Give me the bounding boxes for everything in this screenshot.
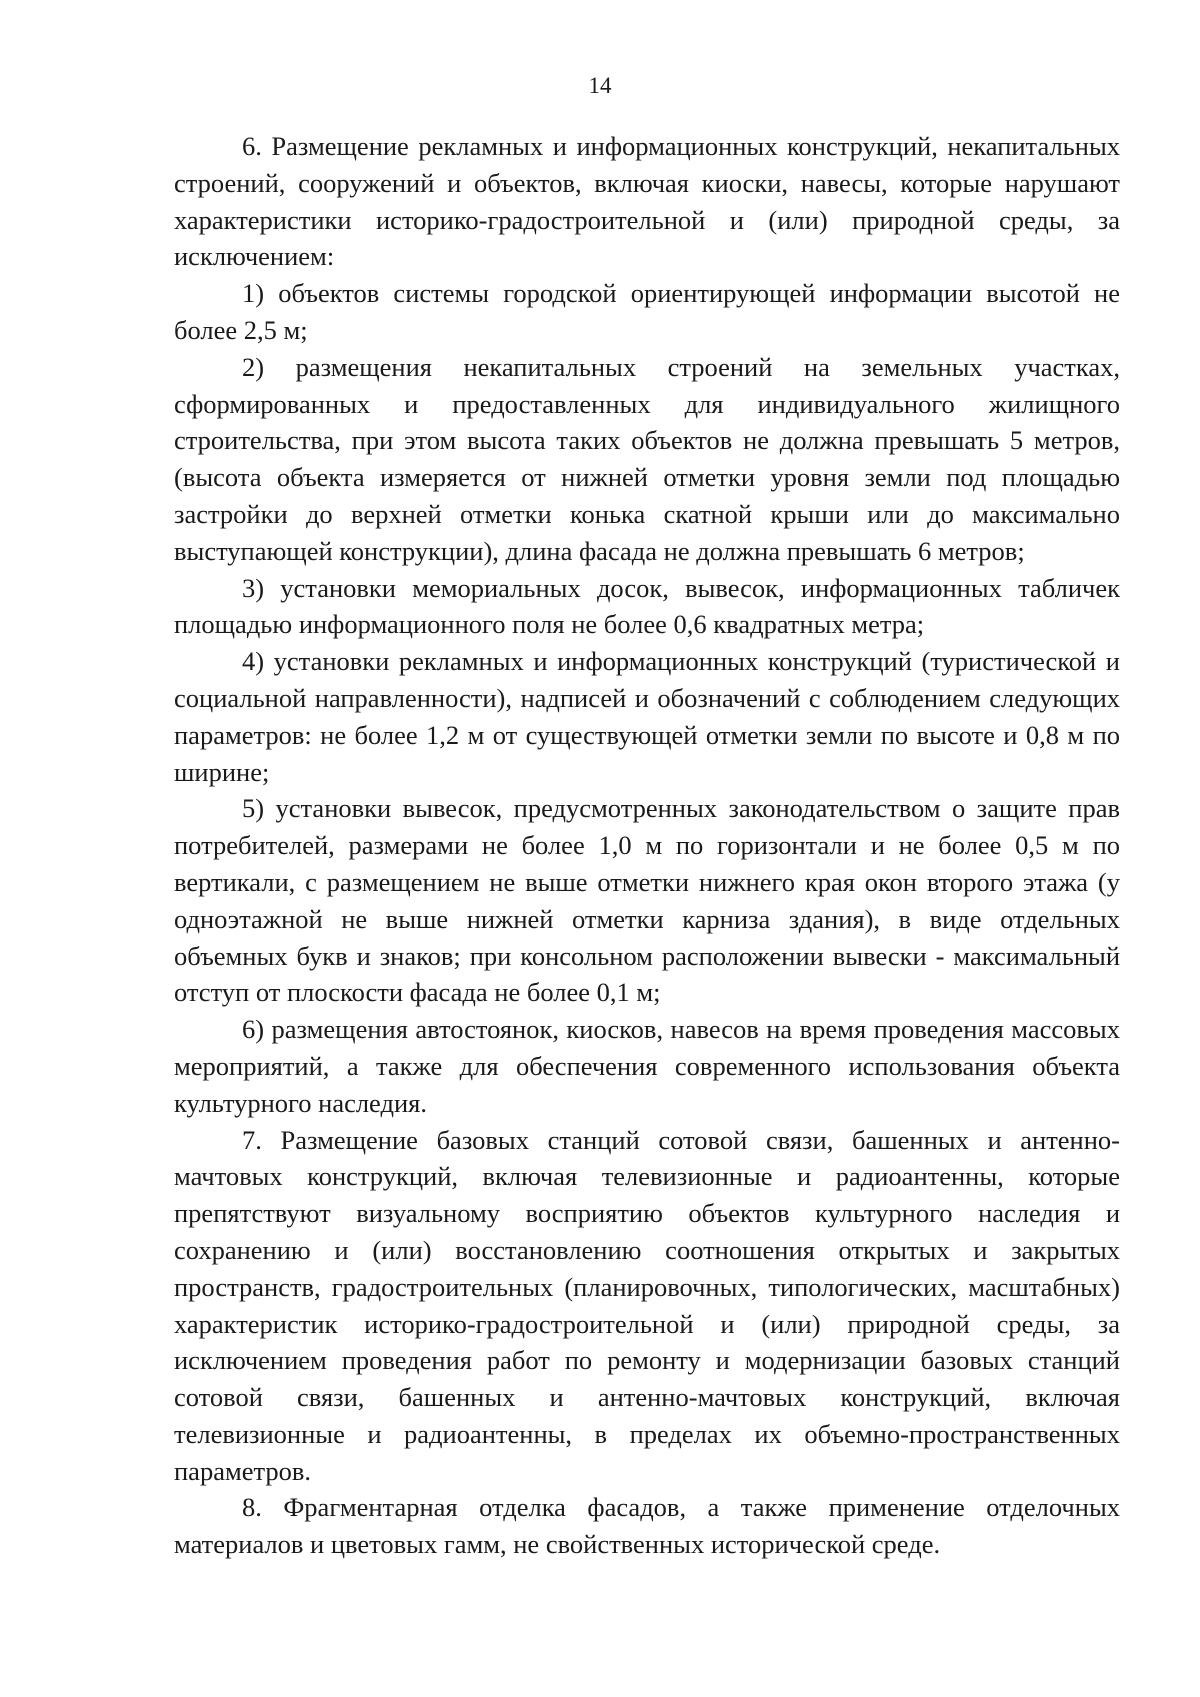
paragraph-subitem-4: 4) установки рекламных и информационных конструкций (туристической и социальной направленности), надписей и обозначений с соблюдением следующих параметров: не более 1,2 м от существующей отметки земли по высоте и 0,8 м по ширине; [174, 646, 1120, 787]
paragraph-item-7: 7. Размещение базовых станций сотовой связи, башенных и антенно-мачтовых конструкций, включая телевизионные и радиоантенны, которые препятствуют визуальному восприятию объектов культурного наследия и сохранению и (или) восстановлению соотношения открытых и закрытых пространств, градостроительных (планировочных, типологических, масштабных) характеристик историко-градостроительной и (или) природной среды, за исключением проведения работ по ремонту и модернизации базовых станций сотовой связи, башенных и антенно-мачтовых конструкций, включая телевизионные и радиоантенны, в пределах их объемно-пространственных параметров. [174, 1124, 1120, 1486]
paragraph-item-8: 8. Фрагментарная отделка фасадов, а также применение отделочных материалов и цветовых гамм, не свойственных исторической среде. [174, 1492, 1120, 1560]
paragraph-subitem-2: 2) размещения некапитальных строений на земельных участках, сформированных и предоставленных для индивидуального жилищного строительства, при этом высота таких объектов не должна превышать 5 метров, (высота объекта измеряется от нижней отметки уровня земли под площадью застройки до верхней отметки конька скатной крыши или до максимально выступающей конструкции), длина фасада не должна превышать 6 метров; [174, 351, 1120, 566]
paragraph-item-6: 6. Размещение рекламных и информационных конструкций, некапитальных строений, сооружений и объектов, включая киоски, навесы, которые нарушают характеристики историко-градостроительной и (или) природной среды, за исключением: [174, 131, 1120, 272]
document-body [174, 128, 1120, 1563]
paragraph-subitem-6: 6) размещения автостоянок, киосков, навесов на время проведения массовых мероприятий, а также для обеспечения современного использования объекта культурного наследия. [174, 1014, 1120, 1118]
paragraph-subitem-5: 5) установки вывесок, предусмотренных законодательством о защите прав потребителей, размерами не более 1,0 м по горизонтали и не более 0,5 м по вертикали, с размещением не выше отметки нижнего края окон второго этажа (у одноэтажной не выше нижней отметки карниза здания), в виде отдельных объемных букв и знаков; при консольном расположении вывески - максимальный отступ от плоскости фасада не более 0,1 м; [174, 793, 1120, 1008]
paragraph-subitem-3: 3) установки мемориальных досок, вывесок, информационных табличек площадью информационного поля не более 0,6 квадратных метра; [174, 572, 1120, 640]
page-number: 14 [588, 73, 612, 98]
paragraph-subitem-1: 1) объектов системы городской ориентирующей информации высотой не более 2,5 м; [174, 278, 1120, 345]
